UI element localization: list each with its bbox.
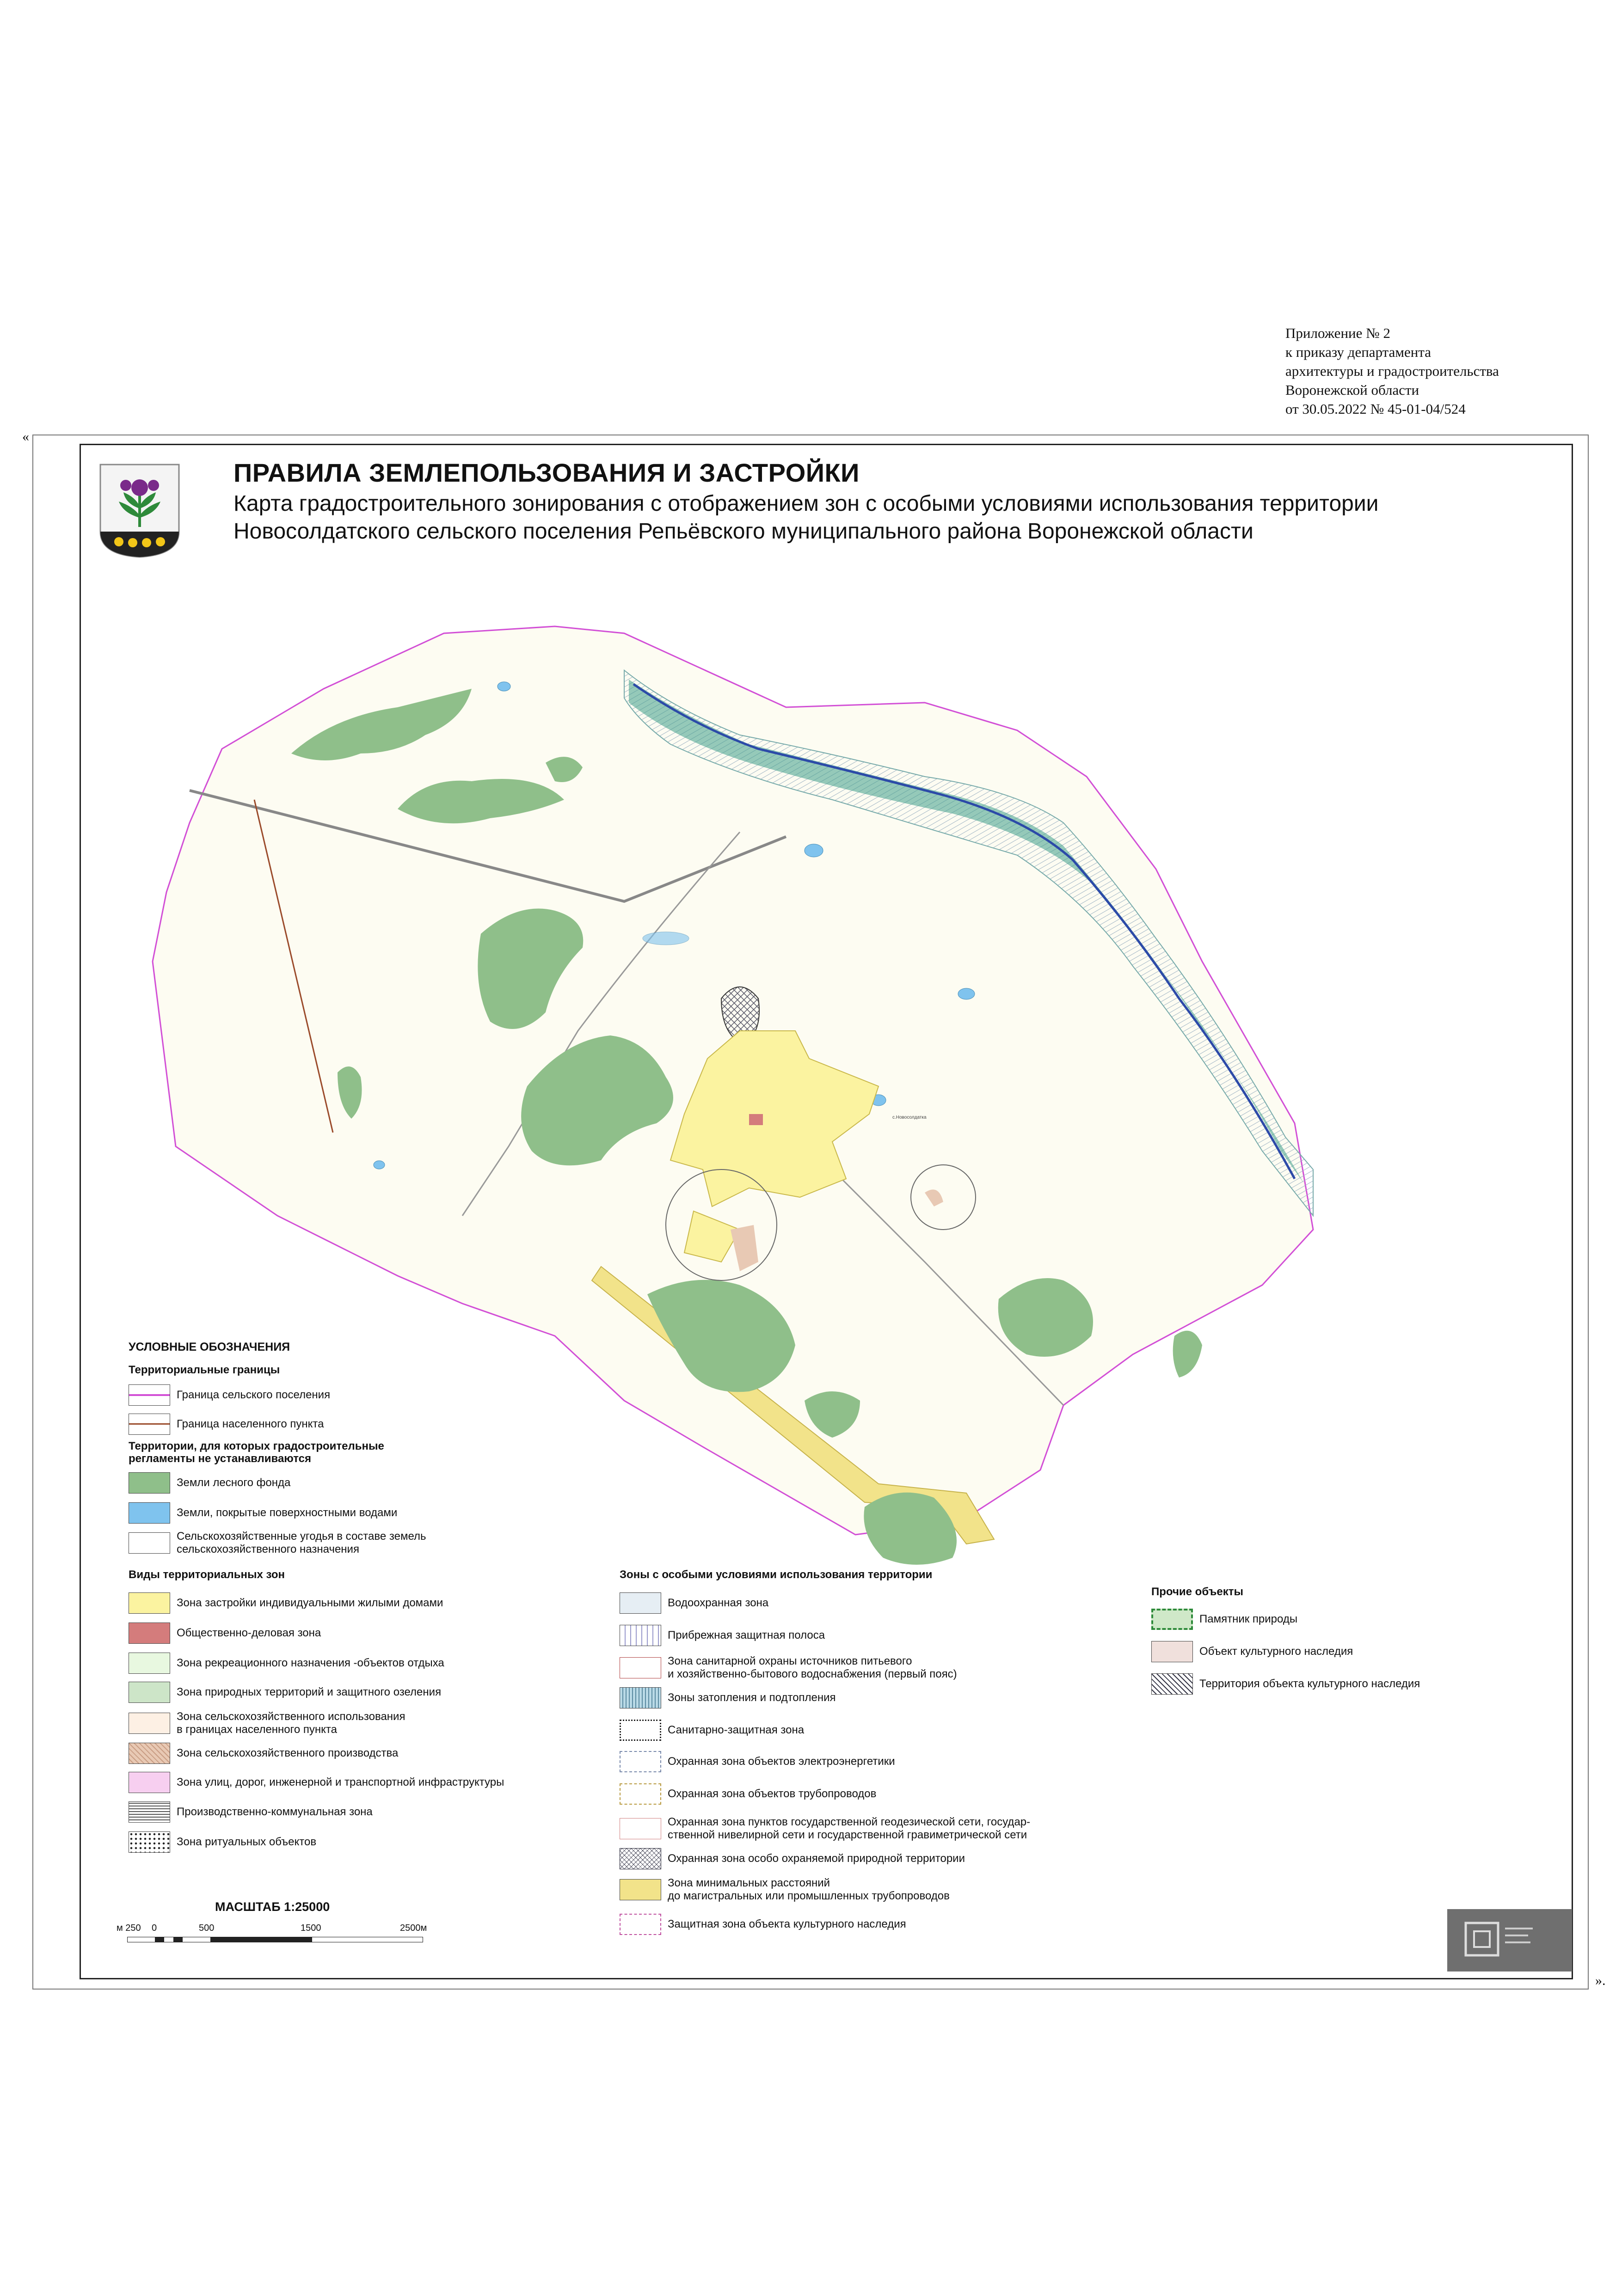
legend-item-special bbox=[620, 1848, 965, 1869]
legend-label: Санитарно-защитная зона bbox=[668, 1724, 805, 1736]
public-business-zone bbox=[749, 1114, 763, 1125]
legend-item-zone bbox=[129, 1743, 398, 1764]
legend-item-locality-boundary bbox=[129, 1414, 324, 1435]
appendix-line: архитектуры и градостроительства bbox=[1285, 363, 1499, 379]
legend-label: Зона сельскохозяйственного производства bbox=[177, 1747, 399, 1759]
legend-section-title: Прочие объекты bbox=[1151, 1586, 1243, 1598]
legend-swatch bbox=[129, 1743, 170, 1764]
legend-label: Земли лесного фонда bbox=[177, 1476, 291, 1489]
legend-label: Граница населенного пункта bbox=[177, 1418, 324, 1430]
legend-swatch bbox=[1151, 1641, 1193, 1662]
scale-tick-label: м 250 bbox=[117, 1923, 141, 1933]
legend-item-zone bbox=[129, 1710, 405, 1736]
legend-swatch bbox=[129, 1682, 170, 1703]
pond bbox=[643, 932, 689, 945]
coat-of-arms-icon bbox=[98, 462, 181, 559]
pond bbox=[958, 988, 975, 999]
publisher-logo-icon bbox=[1447, 1909, 1572, 1971]
scale-tick-label: 0 bbox=[152, 1923, 157, 1933]
legend-item-special bbox=[620, 1720, 804, 1741]
legend-label: Производственно-коммунальная зона bbox=[177, 1806, 373, 1818]
pond bbox=[374, 1161, 385, 1169]
legend-label: Охранная зона объектов трубопроводов bbox=[668, 1788, 877, 1800]
legend-swatch bbox=[620, 1625, 661, 1646]
pond bbox=[805, 844, 823, 857]
appendix-line: Воронежской области bbox=[1285, 382, 1419, 398]
closing-quote: ». bbox=[1595, 1973, 1606, 1988]
legend-label: Защитная зона объекта культурного наследия bbox=[668, 1918, 906, 1930]
legend-item-special bbox=[620, 1816, 1030, 1842]
legend-section-title: Виды территориальных зон bbox=[129, 1568, 285, 1581]
legend-swatch bbox=[620, 1687, 661, 1708]
legend-label: Объект культурного наследия bbox=[1199, 1645, 1353, 1658]
forest bbox=[1173, 1331, 1202, 1378]
legend-item-heritage-object bbox=[1151, 1641, 1353, 1662]
legend-item-special bbox=[620, 1783, 876, 1805]
legend-item-special bbox=[620, 1592, 768, 1614]
pond bbox=[498, 682, 510, 691]
legend-swatch bbox=[620, 1879, 661, 1900]
legend-section-title: Территории, для которых градостроительные регламенты не устанавливаются bbox=[129, 1440, 384, 1465]
legend-label: Охранная зона объектов электроэнергетики bbox=[668, 1755, 895, 1768]
legend-item-zone bbox=[129, 1623, 321, 1644]
legend-swatch bbox=[620, 1818, 661, 1839]
legend-heading: УСЛОВНЫЕ ОБОЗНАЧЕНИЯ bbox=[129, 1341, 290, 1353]
legend-label: Зона природных территорий и защитного озеления bbox=[177, 1686, 442, 1698]
legend-label: Зона застройки индивидуальными жилыми домами bbox=[177, 1597, 443, 1609]
legend-swatch bbox=[129, 1772, 170, 1793]
legend-swatch bbox=[620, 1592, 661, 1614]
legend-label: Земли, покрытые поверхностными водами bbox=[177, 1506, 398, 1519]
legend-label: Прибрежная защитная полоса bbox=[668, 1629, 825, 1641]
legend-label: Сельскохозяйственные угодья в составе земель сельскохозяйственного назначения bbox=[177, 1530, 426, 1555]
legend-label: Зона рекреационного назначения -объектов отдыха bbox=[177, 1657, 444, 1669]
opening-quote: « bbox=[22, 429, 29, 444]
scale-tick-label: 1500 bbox=[301, 1923, 321, 1933]
legend-swatch bbox=[620, 1783, 661, 1805]
scale-tick-label: 2500м bbox=[400, 1923, 427, 1933]
legend-item-forest bbox=[129, 1472, 290, 1494]
legend-swatch bbox=[1151, 1673, 1193, 1695]
legend-swatch bbox=[129, 1801, 170, 1823]
legend-item-zone bbox=[129, 1801, 373, 1823]
legend-label: Зона минимальных расстояний до магистральных или промышленных трубопроводов bbox=[668, 1877, 950, 1902]
legend-item-special bbox=[620, 1625, 825, 1646]
legend-label: Зона сельскохозяйственного использования в границах населенного пункта bbox=[177, 1710, 406, 1736]
legend-swatch bbox=[620, 1657, 661, 1678]
village-label: с.Новосолдатка bbox=[892, 1115, 927, 1120]
legend-swatch bbox=[129, 1532, 170, 1554]
legend-item-heritage-territory bbox=[1151, 1673, 1420, 1695]
legend-item-zone bbox=[129, 1653, 444, 1674]
legend-item-special bbox=[620, 1877, 950, 1903]
subtitle-line: Карта градостроительного зонирования с отображением зон с особыми условиями использования территории bbox=[233, 491, 1379, 516]
legend-swatch bbox=[129, 1653, 170, 1674]
legend-swatch bbox=[129, 1592, 170, 1614]
legend-swatch bbox=[620, 1914, 661, 1935]
map-subtitle bbox=[233, 490, 1378, 545]
legend-label: Зона ритуальных объектов bbox=[177, 1836, 317, 1848]
legend-item-zone bbox=[129, 1592, 443, 1614]
legend-swatch bbox=[620, 1848, 661, 1869]
legend-item-special bbox=[620, 1751, 895, 1772]
legend-label: Зоны затопления и подтопления bbox=[668, 1691, 836, 1704]
legend-swatch bbox=[129, 1384, 170, 1406]
legend-label: Памятник природы bbox=[1199, 1613, 1298, 1625]
legend-swatch bbox=[1151, 1609, 1193, 1630]
legend-label: Охранная зона пунктов государственной геодезической сети, государ- ственной нивелирной сети и государственной гравиметрической сети bbox=[668, 1816, 1031, 1841]
legend-label: Общественно-деловая зона bbox=[177, 1627, 321, 1639]
legend-item-zone bbox=[129, 1831, 316, 1853]
legend-section-title: Территориальные границы bbox=[129, 1364, 280, 1376]
legend-label: Водоохранная зона bbox=[668, 1597, 769, 1609]
map-title: ПРАВИЛА ЗЕМЛЕПОЛЬЗОВАНИЯ И ЗАСТРОЙКИ bbox=[233, 458, 860, 487]
legend-label: Зона улиц, дорог, инженерной и транспортной инфраструктуры bbox=[177, 1776, 504, 1788]
subtitle-line: Новосолдатского сельского поселения Репьёвского муниципального района Воронежской области bbox=[233, 519, 1253, 544]
legend-label: Территория объекта культурного наследия bbox=[1199, 1678, 1420, 1690]
appendix-note bbox=[1285, 324, 1499, 418]
legend-swatch bbox=[620, 1720, 661, 1741]
legend-label: Охранная зона особо охраняемой природной территории bbox=[668, 1852, 965, 1865]
legend-item-special bbox=[620, 1687, 836, 1708]
scale-title: МАСШТАБ 1:25000 bbox=[215, 1900, 330, 1914]
legend-swatch bbox=[129, 1414, 170, 1435]
legend-label: Граница сельского поселения bbox=[177, 1389, 331, 1401]
legend-label: Зона санитарной охраны источников питьевого и хозяйственно-бытового водоснабжения (первый пояс) bbox=[668, 1655, 957, 1680]
scale-tick-label: 500 bbox=[199, 1923, 215, 1933]
legend-swatch bbox=[129, 1502, 170, 1524]
legend-item-agri-land bbox=[129, 1530, 426, 1556]
legend-item-settlement-boundary bbox=[129, 1384, 330, 1406]
appendix-line: Приложение № 2 bbox=[1285, 325, 1390, 341]
legend-item-special bbox=[620, 1914, 906, 1935]
legend-item-special bbox=[620, 1655, 957, 1681]
legend-item-zone bbox=[129, 1682, 441, 1703]
legend-swatch bbox=[620, 1751, 661, 1772]
legend-swatch bbox=[129, 1831, 170, 1853]
legend-swatch bbox=[129, 1623, 170, 1644]
scale-bar bbox=[127, 1937, 423, 1942]
legend-item-zone bbox=[129, 1772, 504, 1793]
legend-swatch bbox=[129, 1472, 170, 1494]
legend-swatch bbox=[129, 1713, 170, 1734]
legend-section-title: Зоны с особыми условиями использования территории bbox=[620, 1568, 933, 1581]
appendix-line: к приказу департамента bbox=[1285, 344, 1431, 360]
appendix-line: от 30.05.2022 № 45-01-04/524 bbox=[1285, 401, 1466, 417]
legend-item-water bbox=[129, 1502, 397, 1524]
legend-item-nature-monument bbox=[1151, 1609, 1297, 1630]
